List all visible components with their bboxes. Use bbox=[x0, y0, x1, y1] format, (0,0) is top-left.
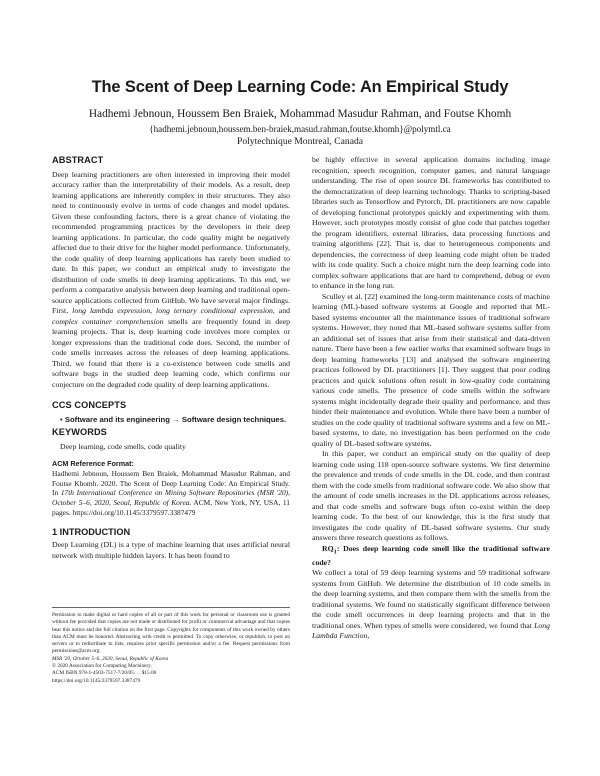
conference-venue bbox=[52, 656, 290, 663]
abstract-and: and bbox=[278, 306, 290, 315]
right-paragraph-4-text: We collect a total of 59 deep learning systems and 59 traditional software systems from GitHub. We determine the distribution of 10 code smells in the deep learning systems, and then compare them with the smells from the traditional systems. We found no statistically significant difference between the code smell occurrences in deep learning projects and that in the traditional ones. When types of smells were considered, we found that bbox=[312, 568, 550, 630]
reference-text-2: ACM, New York, NY, USA, 11 pages. https://doi.org/10.1145/3379597.3387479 bbox=[52, 498, 290, 517]
abstract-text: Deep learning practitioners are often interested in improving their model accuracy rather than the interpretability of their models. As a result, deep learning applications are inherently complex in their structures. They also need to continuously evolve in terms of code changes and model updates. Given these confounding factors, there is a great chance of violating the recommended programming practices by the developers in their deep learning applications. In particular, the code quality might be negatively affected due to their drive for the higher model performance. Unfortunately, the code quality of deep learning applications has rarely been studied to date. In this paper, we conduct an empirical study to investigate the distribution of code smells in deep learning applications. To this end, we perform a comparative analysis between deep learning and traditional open-source applications collected from GitHub. We have several major findings. First, bbox=[52, 169, 290, 315]
copyright-assoc: © 2020 Association for Computing Machinery. bbox=[52, 663, 152, 670]
introduction-body: Deep Learning (DL) is a type of machine learning that uses artificial neural network with multiple hidden layers. It has been found to bbox=[52, 540, 290, 560]
right-paragraph-1: be highly effective in several application domains including image recognition, speech recognition, computer games, and natural language understanding. The rise of open source DL frameworks has contributed to the democratization of deep learning technology. Thanks to scripting-based libraries such as Tensorflow and Pytorch, DL practitioners are now capable of developing functional prototypes quickly and experimenting with them. However, such prototypes mostly consist of glue code that patches together the program identifiers, external libraries, data processing functions and training algorithms [22]. That is, due to heterogeneous components and dependencies, the correctness of deep learning code might often be traded with its code quality. Such a choice might turn the deep learning code into complex software applications that are hard to comprehend, debug or even to enhance in the long run. bbox=[312, 155, 550, 290]
introduction-heading: 1 INTRODUCTION bbox=[52, 526, 131, 537]
abstract-em-smells: long lambda expression, long ternary conditional expression, bbox=[72, 306, 275, 315]
abstract-em-smell2: complex container comprehension bbox=[52, 316, 164, 326]
reference-label: ACM Reference Format: bbox=[52, 459, 134, 468]
right-paragraph-2: Sculley et al. [22] examined the long-term maintenance costs of machine learning (ML)-based software systems at Google and reported that ML-based systems encounter all the maintenance issues of traditional software systems. However, they noted that ML-based software systems suffer from an additional set of issues that arise from their statistical and data-driven nature. There have been a few earlier works that examined software bugs in deep learning frameworks [13] and analysed the software engineering practices followed by DL practitioners [1]. They suggest that poor coding practices and quick solutions often result in low-quality code containing various code smells. The presence of code smells within the software systems might incidentally degrade their quality and performance, and thus hinder their maintenance and evolution. While there have been a number of studies on the code quality of traditional software systems and a few on ML-based systems, to date, no investigation has been performed on the code quality of DL-based software systems. bbox=[312, 291, 550, 448]
conference-venue-text: MSR '20, October 5–6, 2020, Seoul, Republic of Korea bbox=[52, 655, 169, 662]
ccs-item-text: Software and its engineering → Software design techniques. bbox=[64, 414, 287, 424]
reference-venue: 17th International Conference on Mining Software Repositories (MSR '20), October 5–6, 2020, Seoul, Republic of Korea. bbox=[52, 488, 290, 508]
author-list: Hadhemi Jebnoun, Houssem Ben Braiek, Mohammad Masudur Rahman, and Foutse Khomh bbox=[88, 108, 512, 120]
right-column bbox=[312, 155, 550, 642]
reference-text: Hadhemi Jebnoun, Houssem Ben Braiek, Mohammad Masudur Rahman, and Foutse Khomh. 2020. The Scent of Deep Learning Code: An Empirical Study. In bbox=[52, 468, 290, 498]
right-paragraph-4 bbox=[312, 568, 550, 642]
abstract-heading: ABSTRACT bbox=[52, 155, 104, 165]
doi: https://doi.org/10.1145/3379597.3387479 bbox=[52, 677, 141, 684]
ccs-heading: CCS CONCEPTS bbox=[52, 400, 127, 410]
abstract-body bbox=[52, 170, 290, 391]
research-question-1 bbox=[312, 544, 550, 569]
left-column bbox=[52, 155, 290, 561]
ccs-bullet: • bbox=[60, 414, 63, 424]
page-title: The Scent of Deep Learning Code: An Empirical Study bbox=[91, 78, 509, 96]
permission-text: Permission to make digital or hard copies of all or part of this work for personal or classroom use is granted without fee provided that copies are not made or distributed for profit or commercial advantage and that copies bear this notice and the full citation on the first page. Copyrights for components of this work owned by others than ACM must be honored. Abstracting with credit is permitted. To copy otherwise, or republish, to post on servers or to redistribute to lists, requires prior specific permission and/or a fee. Request permissions from permissions@acm.org. bbox=[52, 612, 290, 655]
rq-text: : Does deep learning code smell like the traditional software code? bbox=[312, 543, 550, 567]
affiliation: Polytechnique Montreal, Canada bbox=[236, 136, 364, 147]
rq-label: RQ bbox=[322, 543, 334, 553]
ccs-concept bbox=[60, 415, 290, 426]
author-emails: {hadhemi.jebnoun,houssem.ben-braiek,masud.rahman,foutse.khomh}@polymtl.ca bbox=[149, 124, 451, 134]
smell-long-lambda: Long Lambda Function, bbox=[312, 620, 550, 641]
keywords-text: Deep learning, code smells, code quality bbox=[60, 441, 186, 451]
keywords-heading: KEYWORDS bbox=[52, 427, 107, 437]
right-paragraph-3: In this paper, we conduct an empirical study on the quality of deep learning code using 118 open-source software systems. We first determine the prevalence and trends of code smells in the DL code, and then contrast them with the code smells from traditional software code. We also show that the amount of code smells increases in the DL applications across releases, and that code smells and software bugs often co-exist within the deep learning code. To the best of our knowledge, this is the first study that investigates the code quality of DL-based software systems. Our study answers three research questions as follows. bbox=[312, 449, 550, 542]
abstract-text-rest: smells are frequently found in deep learning projects. That is, deep learning code involves more complex or longer expressions than the traditional code does. Second, the number of code smells increases across the releases of deep learning applications. Third, we found that there is a co-existence between code smells and software bugs in the studied deep learning code, which confirms our conjecture on the degraded code quality of deep learning applications. bbox=[52, 316, 291, 389]
copyright-notice bbox=[52, 607, 290, 685]
acm-reference bbox=[52, 459, 290, 518]
isbn: ACM ISBN 978-1-4503-7517-7/20/05. . . $15.00 bbox=[52, 670, 157, 677]
rq-number: 1 bbox=[333, 548, 337, 556]
